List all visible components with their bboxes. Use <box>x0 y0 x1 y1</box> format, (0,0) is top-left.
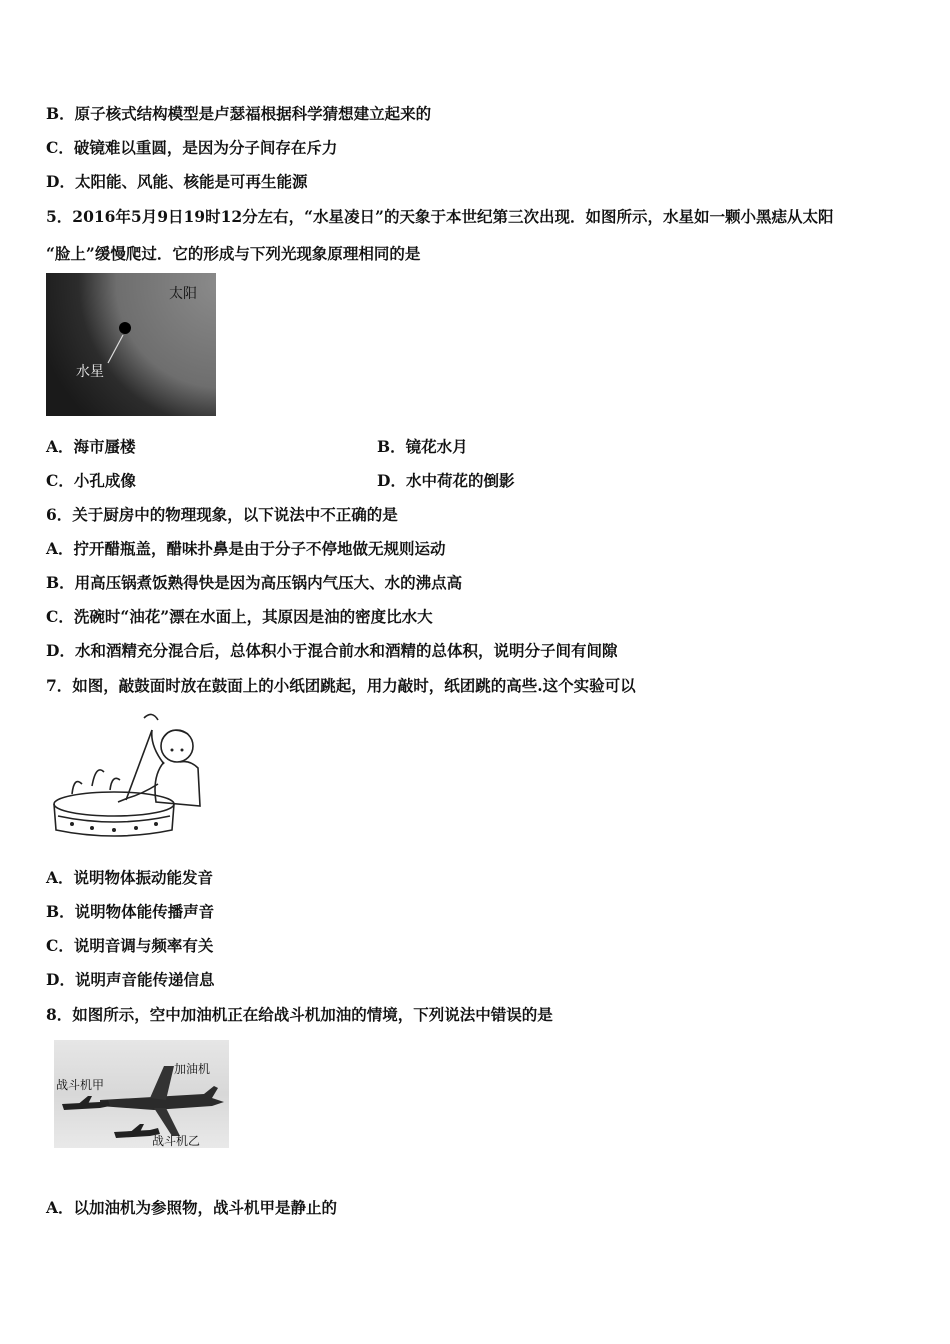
option-b-q6: B．用高压锅煮饭熟得快是因为高压锅内气压大、水的沸点高 <box>46 573 463 592</box>
fighter-a-label: 战斗机甲 <box>56 1078 105 1092</box>
question-6: 6．关于厨房中的物理现象，以下说法中不正确的是 <box>46 505 398 524</box>
option-a-q6: A．拧开醋瓶盖，醋味扑鼻是由于分子不停地做无规则运动 <box>46 539 446 558</box>
aerial-refueling-figure <box>54 1040 229 1148</box>
option-d-q6: D．水和酒精充分混合后，总体积小于混合前水和酒精的总体积，说明分子间有间隙 <box>46 641 618 660</box>
option-c-q6: C．洗碗时“油花”漂在水面上，其原因是油的密度比水大 <box>46 607 433 626</box>
fighter-b-label: 战斗机乙 <box>152 1134 201 1148</box>
drum-figure <box>52 706 202 838</box>
option-c-q7: C．说明音调与频率有关 <box>46 936 214 955</box>
option-b-q4: B．原子核式结构模型是卢瑟福根据科学猜想建立起来的 <box>46 104 432 123</box>
option-d-q4: D．太阳能、风能、核能是可再生能源 <box>46 172 308 191</box>
mercury-label: 水星 <box>76 364 104 380</box>
mercury-transit-figure <box>46 273 216 416</box>
option-d-q5: D．水中荷花的倒影 <box>377 471 515 490</box>
planes-drawing <box>54 1040 229 1148</box>
question-7: 7．如图，敲鼓面时放在鼓面上的小纸团跳起，用力敲时，纸团跳的高些.这个实验可以 <box>46 676 636 695</box>
drum-drawing <box>52 706 202 838</box>
question-5-line2: “脸上”缓慢爬过．它的形成与下列光现象原理相同的是 <box>46 244 421 263</box>
question-5-line1: 5．2016年5月9日19时12分左右，“水星凌日”的天象于本世纪第三次出现．如图所示，水星如一颗小黑痣从太阳 <box>46 207 834 226</box>
option-b-q7: B．说明物体能传播声音 <box>46 902 215 921</box>
option-a-q5: A．海市蜃楼 <box>46 437 136 456</box>
option-a-q7: A．说明物体振动能发音 <box>46 868 214 887</box>
option-d-q7: D．说明声音能传递信息 <box>46 970 215 989</box>
tanker-label: 加油机 <box>174 1062 211 1076</box>
sun-label: 太阳 <box>169 286 197 302</box>
option-a-q8: A．以加油机为参照物，战斗机甲是静止的 <box>46 1198 338 1217</box>
question-8: 8．如图所示，空中加油机正在给战斗机加油的情境，下列说法中错误的是 <box>46 1005 553 1024</box>
option-b-q5: B．镜花水月 <box>377 437 468 456</box>
option-c-q4: C．破镜难以重圆，是因为分子间存在斥力 <box>46 138 338 157</box>
pointer-line <box>108 335 123 363</box>
mercury-dot <box>119 322 131 334</box>
option-c-q5: C．小孔成像 <box>46 471 136 490</box>
